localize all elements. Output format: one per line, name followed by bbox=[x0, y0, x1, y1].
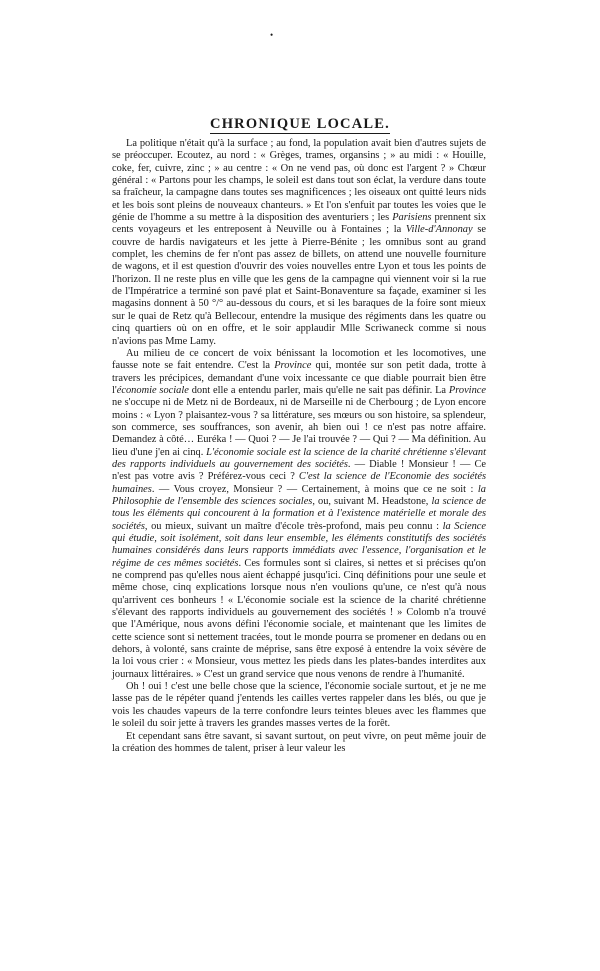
italic-text: L'économie sociale est la science de la charité chrétienne s'élevant des rapports individuels au gouvernement des sociétés bbox=[112, 446, 486, 470]
text-segment: . — Vous croyez, Monsieur ? — Certainement, à moins que ce ne soit : bbox=[151, 483, 478, 495]
text-segment: Et cependant sans être savant, si savant surtout, on peut vivre, on peut même jouir de la création des hommes de talent, priser à leur valeur les bbox=[112, 730, 486, 754]
paragraph bbox=[112, 681, 486, 730]
italic-text: Province bbox=[274, 360, 312, 372]
text-segment: ne s'occupe ni de Metz ni de Bordeaux, ni de Marseille ni de Cherbourg ; de Lyon encore moins : « Lyon ? plaisantez-vous ? sa littérature, ses mœurs ou son histoire, sa splendeur, son commerce, ses souffrances, son avenir, ah bien oui ! ce n'est pas notre affaire. Demandez à côté… Euréka ! — Quoi ? — Je l'ai trouvée ? — Qui ? — Ma définition. Au lieu d'une j'en ai cinq. bbox=[112, 397, 486, 458]
italic-text: C'est la science de l'Economie des sociétés humaines bbox=[112, 471, 486, 495]
paragraph bbox=[112, 348, 486, 681]
text-segment: , ou mieux, suivant un maître d'école très-profond, mais peu connu : bbox=[144, 520, 443, 532]
article-body bbox=[112, 138, 486, 755]
text-segment: , ou, suivant M. Headstone, bbox=[312, 495, 432, 507]
italic-text: la science de tous les éléments qui concourent à la formation et à l'existence matérielle et morale des sociétés bbox=[112, 495, 486, 532]
paragraph bbox=[112, 731, 486, 756]
chronicle-title-text: CHRONIQUE LOCALE. bbox=[210, 116, 390, 132]
italic-text: Ville-d'Annonay bbox=[405, 224, 473, 236]
italic-text: la Philosophie de l'ensemble des sciences sociales bbox=[112, 483, 486, 507]
text-segment: . — Diable ! Monsieur ! — Ce n'est pas votre avis ? Préférez-vous ceci ? bbox=[112, 458, 486, 483]
italic-text: la Science qui étudie, soit isolément, soit dans leur ensemble, les éléments constitutifs des sociétés humaines considérés dans leurs rapports immédiats avec l'essence, l'organisation et le régime de ces mêmes sociétés bbox=[112, 520, 486, 569]
italic-text: économie sociale bbox=[116, 384, 189, 396]
text-segment: Au milieu de ce concert de voix bénissant la locomotion et les locomotives, une fausse note se fait entendre. C'est la bbox=[112, 347, 486, 372]
italic-text: Parisiens bbox=[392, 212, 432, 224]
italic-text: Province bbox=[448, 384, 486, 396]
text-segment: se couvre de hardis navigateurs et les jette à Pierre-Bénite ; les omnibus sont au grand complet, les chemins de fer n'ont pas assez de billets, on attend une nouvelle fourniture de wagons, et il est question d'ouvrir des voies nouvelles entre Lyon et tous les points de l'horizon. Il ne reste plus en ville que les gens de la campagne qui viennent voir si la rue de l'Impératrice a terminé son pavé plat et Saint-Bonaventure sa façade, examiner si les magasins donnent à 50 °/° au-dessous du cours, et si les baraques de la foire sont mieux sur le quai de Retz qu'à Bellecour, entendre la musique des régiments dans les quatre ou cinq quartiers où on en offre, et le soir applaudir Mlle Scriwaneck comme si nous n'avions pas Mme Lamy. bbox=[112, 224, 486, 347]
text-segment: Oh ! oui ! c'est une belle chose que la science, l'économie sociale surtout, et je ne me lasse pas de le répéter quand j'entends les cailles vertes rappeler dans les blés, ou que je vois les chaudes vapeurs de la terre confondre leurs teintes bleues avec les flammes que le soleil du soir jette à travers les grandes masses vertes de la forêt. bbox=[112, 681, 486, 730]
text-segment: prennent six cents voyageurs et les entreposent à Neuville ou à Fontaines ; la bbox=[112, 212, 486, 236]
text-segment: dont elle a entendu parler, mais qu'elle ne sait pas définir. La bbox=[188, 384, 449, 396]
paragraph bbox=[112, 138, 486, 348]
text-segment: qui, montée sur son petit dada, trotte à travers les précipices, demandant d'une voix incessante ce que diable pourrait bien être l' bbox=[112, 360, 486, 396]
text-segment: La politique n'était qu'à la surface ; au fond, la population avait bien d'autres sujets de se préoccuper. Ecoutez, au nord : « Grèges, trames, organsins ; » au midi : « Houille, coke, fer, cuivre, zinc ; » au centre : « On ne vend pas, où donc est l'argent ? » Chœur général : « Partons pour les champs, le soleil est dans tout son éclat, la verdure dans toute sa fraîcheur, la campagne dans toutes ses magnificences ; les oiseaux ont quitté leurs nids et les bois sont pleins de nouveaux chanteurs. » Et l'on s'enfuit par toutes les voies que le génie de l'homme a su mettre à la disposition des aventuriers ; les bbox=[112, 138, 486, 224]
text-segment: . Ces formules sont si claires, si nettes et si précises qu'on ne comprend pas qu'elles nous aient échappé jusqu'ici. Cinq définitions pour une seule et même chose, cinq explications lorsque nous n'en voulions qu'une, ce n'est qu'à nous qu'arrivent ces bonheurs ! « L'économie sociale est la science de la charité chrétienne s'élevant des rapports individuels au gouvernement des sociétés ! » Colomb n'a trouvé que l'Amérique, nous avons défini l'économie sociale, et maintenant que les limites de cette science sont si nettement tracées, tout le monde pourra se promener en dedans ou en dehors, à volonté, sans crainte de méprise, sans être exposé à entendre la voix sévère de la loi vous crier : « Monsieur, vous mettez les pieds dans les plates-bandes interdites aux journaux littéraires. » C'est un grand service que nous venons de rendre à l'humanité. bbox=[112, 557, 486, 680]
chronicle-title bbox=[0, 116, 600, 133]
page-mark: • bbox=[270, 30, 274, 40]
